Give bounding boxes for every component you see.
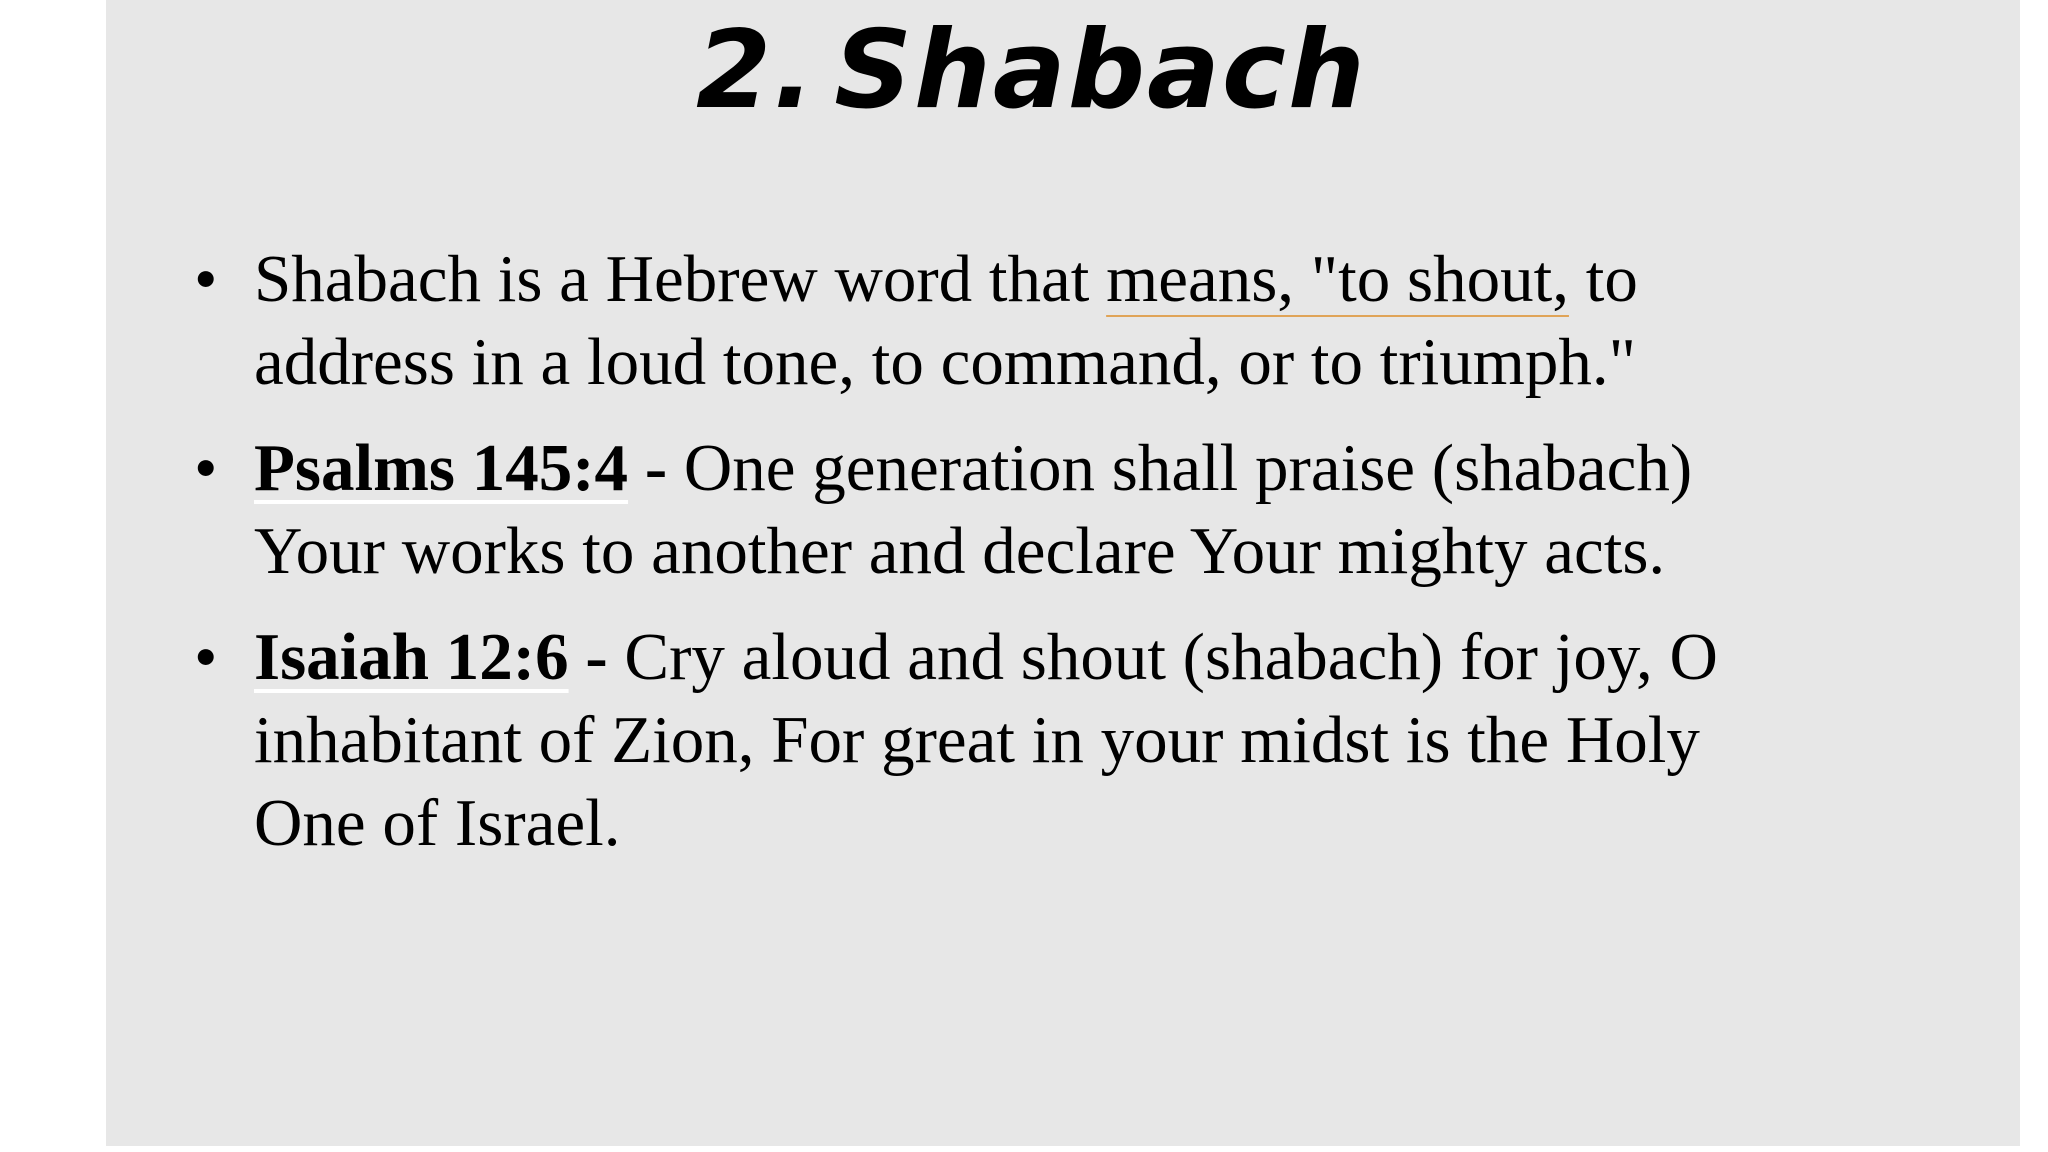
scripture-reference: Isaiah 12:6 <box>254 620 569 694</box>
definition-text-end: to address in a loud tone, to command, or to triumph." <box>254 242 1638 399</box>
slide <box>106 0 2020 1146</box>
bullet-list <box>194 238 1814 888</box>
bullet-item-psalms <box>194 427 1814 593</box>
definition-text-underlined: means, "to shout, <box>1106 242 1569 316</box>
slide-title-number: 2. <box>696 8 817 133</box>
reference-separator: - <box>628 431 684 505</box>
scripture-reference: Psalms 145:4 <box>254 431 629 505</box>
bullet-item-isaiah <box>194 616 1814 865</box>
reference-separator: - <box>568 620 625 694</box>
slide-title-text: Shabach <box>834 8 1367 133</box>
scripture-text: One generation shall praise (shabach) Your works to another and declare Your mighty acts. <box>254 431 1693 588</box>
bullet-item-definition <box>194 238 1814 404</box>
bullet-marker: • <box>194 242 218 316</box>
scripture-text: Cry aloud and shout (shabach) for joy, O inhabitant of Zion, For great in your midst is the Holy One of Israel. <box>254 620 1718 860</box>
slide-title <box>696 6 1367 136</box>
definition-text-start: Shabach is a Hebrew word that <box>254 242 1107 316</box>
bullet-marker: • <box>194 620 218 694</box>
bullet-marker: • <box>194 431 218 505</box>
